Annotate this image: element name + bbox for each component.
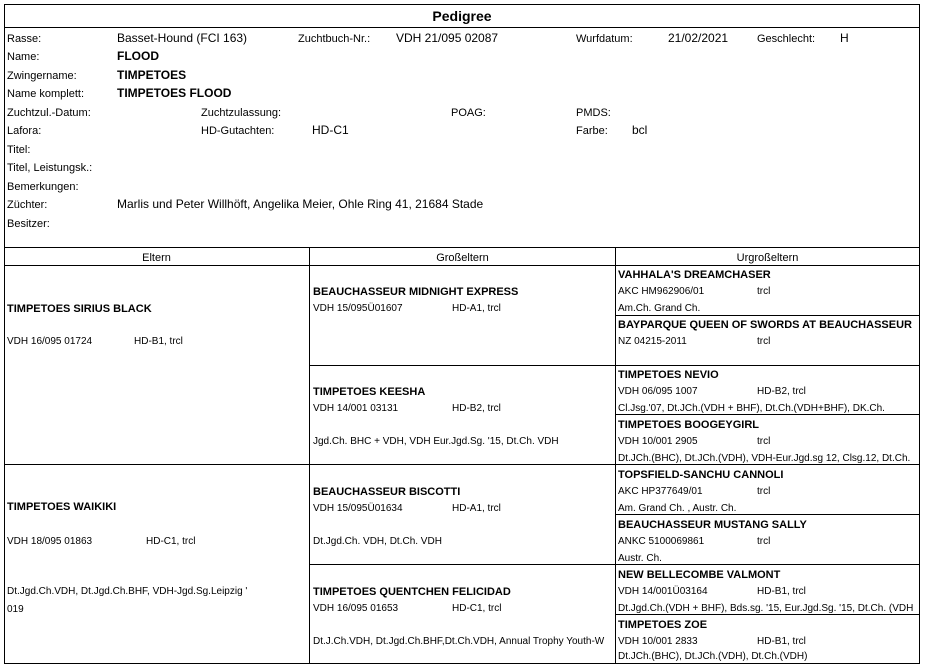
ggp-titles: Am.Ch. Grand Ch. bbox=[618, 303, 701, 314]
grandparent-hd: HD-C1, trcl bbox=[452, 603, 502, 614]
grandparent-titles: Jgd.Ch. BHC + VDH, VDH Eur.Jgd.Sg. '15, Dt.Ch. VDH bbox=[313, 436, 559, 447]
ggp-hd: trcl bbox=[757, 536, 771, 547]
grandparent-reg: VDH 14/001 03131 bbox=[313, 403, 399, 414]
poag-label: POAG: bbox=[451, 107, 486, 119]
grandparent-hd: HD-A1, trcl bbox=[452, 303, 501, 314]
ggp-reg: AKC HP377649/01 bbox=[618, 486, 703, 497]
bemerkungen-label: Bemerkungen: bbox=[7, 181, 79, 193]
parent-reg: VDH 18/095 01863 bbox=[7, 536, 93, 547]
frame-bottom bbox=[4, 663, 920, 664]
ggp-name: TOPSFIELD-SANCHU CANNOLI bbox=[618, 469, 784, 481]
frame-left bbox=[4, 4, 5, 664]
grandparent-name: BEAUCHASSEUR MIDNIGHT EXPRESS bbox=[313, 286, 519, 298]
ggp-name: TIMPETOES ZOE bbox=[618, 619, 708, 631]
ggp-hd: trcl bbox=[757, 336, 771, 347]
ggp-titles: Dt.JCh.(BHC), Dt.JCh.(VDH), Dt.Ch.(VDH) bbox=[618, 651, 808, 662]
zuchtzulassung-label: Zuchtzulassung: bbox=[201, 107, 282, 119]
ggp-titles: Austr. Ch. bbox=[618, 553, 662, 564]
gp-divider-1 bbox=[309, 365, 920, 366]
zuchtzul-datum-label: Zuchtzul.-Datum: bbox=[7, 107, 91, 119]
ggp-reg: VDH 06/095 1007 bbox=[618, 386, 698, 397]
ggp-hd: HD-B1, trcl bbox=[757, 586, 806, 597]
grandparent-name: BEAUCHASSEUR BISCOTTI bbox=[313, 486, 461, 498]
rasse-label: Rasse: bbox=[7, 33, 42, 45]
ggp-reg: ANKC 5100069861 bbox=[618, 536, 705, 547]
col-divider-1 bbox=[309, 248, 310, 664]
title-divider bbox=[4, 27, 920, 28]
zuechter-label: Züchter: bbox=[7, 199, 48, 211]
ggp-reg: NZ 04215-2011 bbox=[618, 336, 687, 347]
parent-titles-cont: 019 bbox=[7, 604, 24, 615]
grandparent-name: TIMPETOES KEESHA bbox=[313, 386, 426, 398]
zuchtbuch-value: VDH 21/095 02087 bbox=[396, 31, 499, 45]
hd-label: HD-Gutachten: bbox=[201, 125, 275, 137]
ggp-divider-1 bbox=[615, 315, 920, 316]
wurfdatum-label: Wurfdatum: bbox=[576, 33, 633, 45]
parent-name: TIMPETOES WAIKIKI bbox=[7, 501, 117, 513]
grandparent-name: TIMPETOES QUENTCHEN FELICIDAD bbox=[313, 586, 511, 598]
parent-reg: VDH 16/095 01724 bbox=[7, 336, 93, 347]
name-value: FLOOD bbox=[117, 49, 159, 63]
header-eltern: Eltern bbox=[142, 252, 171, 264]
grandparent-reg: VDH 15/095Ü01607 bbox=[313, 303, 403, 314]
parent-titles: Dt.Jgd.Ch.VDH, Dt.Jgd.Ch.BHF, VDH-Jgd.Sg.Leipzig ' bbox=[7, 586, 248, 597]
ggp-name: NEW BELLECOMBE VALMONT bbox=[618, 569, 781, 581]
hd-value: HD-C1 bbox=[312, 123, 349, 137]
page-title: Pedigree bbox=[432, 8, 492, 24]
parent-name: TIMPETOES SIRIUS BLACK bbox=[7, 303, 152, 315]
col-divider-2 bbox=[615, 248, 616, 664]
ggp-hd: trcl bbox=[757, 286, 771, 297]
name-komplett-value: TIMPETOES FLOOD bbox=[117, 86, 232, 100]
grandparent-reg: VDH 15/095Ü01634 bbox=[313, 503, 403, 514]
ggp-titles: Dt.Jgd.Ch.(VDH + BHF), Bds.sg. '15, Eur.Jgd.Sg. '15, Dt.Ch. (VDH bbox=[618, 603, 914, 614]
farbe-value: bcl bbox=[632, 123, 648, 137]
grandparent-titles: Dt.J.Ch.VDH, Dt.Jgd.Ch.BHF,Dt.Ch.VDH, Annual Trophy Youth-W bbox=[313, 636, 605, 647]
zwingername-value: TIMPETOES bbox=[117, 68, 187, 82]
name-komplett-label: Name komplett: bbox=[7, 88, 85, 100]
geschlecht-label: Geschlecht: bbox=[757, 33, 816, 45]
header-urgrosseltern: Urgroßeltern bbox=[736, 252, 799, 264]
ggp-reg: VDH 14/001Ü03164 bbox=[618, 586, 708, 597]
rasse-value: Basset-Hound (FCI 163) bbox=[117, 31, 248, 45]
ggp-hd: HD-B2, trcl bbox=[757, 386, 806, 397]
pmds-label: PMDS: bbox=[576, 107, 611, 119]
besitzer-label: Besitzer: bbox=[7, 218, 50, 230]
grandparent-hd: HD-A1, trcl bbox=[452, 503, 501, 514]
ggp-name: BEAUCHASSEUR MUSTANG SALLY bbox=[618, 519, 807, 531]
geschlecht-value: H bbox=[840, 31, 849, 45]
ggp-reg: VDH 10/001 2905 bbox=[618, 436, 698, 447]
ggp-name: TIMPETOES NEVIO bbox=[618, 369, 719, 381]
ggp-name: TIMPETOES BOOGEYGIRL bbox=[618, 419, 759, 431]
ggp-hd: HD-B1, trcl bbox=[757, 636, 806, 647]
ggp-hd: trcl bbox=[757, 486, 771, 497]
titel-leistung-label: Titel, Leistungsk.: bbox=[7, 162, 93, 174]
zwingername-label: Zwingername: bbox=[7, 70, 77, 82]
info-divider bbox=[4, 247, 920, 248]
titel-label: Titel: bbox=[7, 144, 31, 156]
name-label: Name: bbox=[7, 51, 40, 63]
zuechter-value: Marlis und Peter Willhöft, Angelika Meier, Ohle Ring 41, 21684 Stade bbox=[117, 197, 484, 211]
zuchtbuch-label: Zuchtbuch-Nr.: bbox=[298, 33, 371, 45]
ggp-reg: AKC HM962906/01 bbox=[618, 286, 705, 297]
frame-top bbox=[4, 4, 920, 5]
header-grosseltern: Großeltern bbox=[436, 252, 489, 264]
ggp-name: BAYPARQUE QUEEN OF SWORDS AT BEAUCHASSEUR bbox=[618, 319, 912, 331]
wurfdatum-value: 21/02/2021 bbox=[668, 31, 729, 45]
ggp-titles: Am. Grand Ch. , Austr. Ch. bbox=[618, 503, 737, 514]
farbe-label: Farbe: bbox=[576, 125, 608, 137]
ggp-titles: Cl.Jsg.'07, Dt.JCh.(VDH + BHF), Dt.Ch.(VDH+BHF), DK.Ch. bbox=[618, 403, 885, 414]
ggp-hd: trcl bbox=[757, 436, 771, 447]
ggp-reg: VDH 10/001 2833 bbox=[618, 636, 698, 647]
gp-divider-2 bbox=[309, 564, 920, 565]
grandparent-titles: Dt.Jgd.Ch. VDH, Dt.Ch. VDH bbox=[313, 536, 442, 547]
ggp-titles: Dt.JCh.(BHC), Dt.JCh.(VDH), VDH-Eur.Jgd.sg 12, Clsg.12, Dt.Ch. bbox=[618, 453, 911, 464]
grandparent-hd: HD-B2, trcl bbox=[452, 403, 501, 414]
grandparent-reg: VDH 16/095 01653 bbox=[313, 603, 399, 614]
header-divider bbox=[4, 265, 920, 266]
ggp-name: VAHHALA'S DREAMCHASER bbox=[618, 269, 771, 281]
frame-right bbox=[919, 4, 920, 664]
lafora-label: Lafora: bbox=[7, 125, 42, 137]
parent-hd: HD-C1, trcl bbox=[146, 536, 196, 547]
parent-hd: HD-B1, trcl bbox=[134, 336, 183, 347]
